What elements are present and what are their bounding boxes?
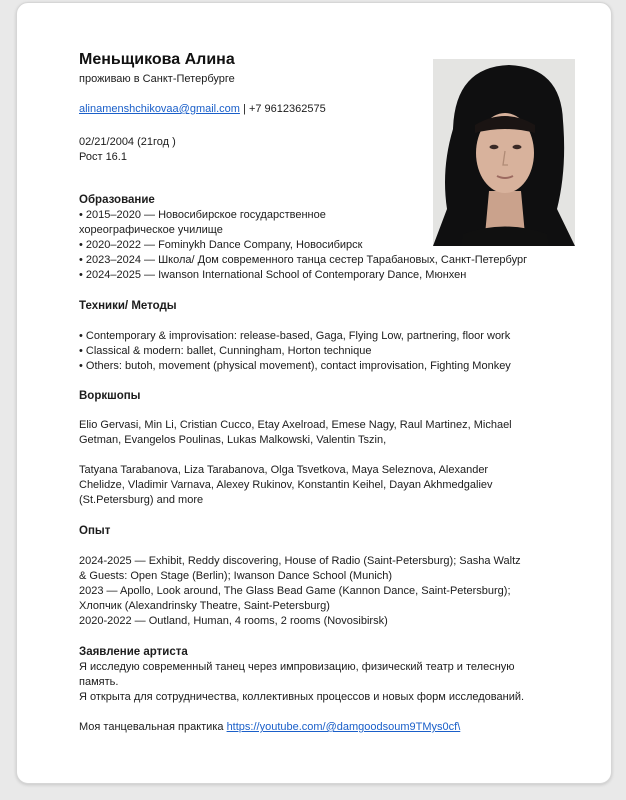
techniques-list: [79, 329, 511, 374]
list-item: 2020-2022 — Outland, Human, 4 rooms, 2 rooms (Novosibirsk): [79, 615, 388, 627]
candidate-name: Меньщикова Алина: [79, 51, 235, 68]
list-item: • Contemporary & improvisation: release-based, Gaga, Flying Low, partnering, floor work: [79, 330, 511, 342]
education-heading: Образование: [79, 194, 155, 206]
experience-list: [79, 554, 521, 629]
list-item: & Guests: Open Stage (Berlin); Iwanson Dance School (Munich): [79, 570, 393, 582]
education-list: [79, 208, 527, 283]
list-item: • 2024–2025 — Iwanson International School of Contemporary Dance, Мюнхен: [79, 269, 467, 281]
list-item: • 2015–2020 — Новосибирское государственное: [79, 209, 326, 221]
phone-text: | +7 9612362575: [239, 103, 326, 115]
workshops-heading: Воркшопы: [79, 390, 141, 402]
email-link[interactable]: alinamenshchikovaa@gmail.com: [79, 103, 240, 115]
list-item: • Classical & modern: ballet, Cunningham, Horton technique: [79, 345, 372, 357]
list-item: 2023 — Apollo, Look around, The Glass Bead Game (Kannon Dance, Saint-Petersburg);: [79, 585, 511, 597]
location-text: проживаю в Санкт-Петербурге: [79, 73, 235, 85]
list-item: • 2023–2024 — Школа/ Дом современного танца сестер Тарабановых, Санкт-Петербург: [79, 254, 528, 266]
list-item: Getman, Evangelos Poulinas, Lukas Malkowski, Valentin Tszin,: [79, 434, 387, 446]
list-item: • 2020–2022 — Fominykh Dance Company, Новосибирск: [79, 239, 363, 251]
statement-text: [79, 660, 524, 705]
workshops-group-2: [79, 463, 493, 508]
statement-line: Я открыта для сотрудничества, коллективных процессов и новых форм исследований.: [79, 691, 525, 703]
list-item: 2024-2025 — Exhibit, Reddy discovering, House of Radio (Saint-Petersburg); Sasha Waltz: [79, 555, 521, 567]
practice-line: [79, 720, 460, 735]
height-text: Рост 16.1: [79, 151, 127, 163]
list-item: хореографическое училище: [79, 224, 223, 236]
statement-line: Я исследую современный танец через импровизацию, физический театр и телесную: [79, 661, 515, 673]
workshops-group-1: [79, 418, 512, 448]
list-item: Хлопчик (Alexandrinsky Theatre, Saint-Petersburg): [79, 600, 330, 612]
practice-label: Моя танцевальная практика: [79, 721, 227, 733]
statement-line: память.: [79, 676, 119, 688]
techniques-heading: Техники/ Методы: [79, 300, 177, 312]
list-item: Chelidze, Vladimir Varnava, Alexey Rukinov, Konstantin Keihel, Dayan Akhmedgaliev: [79, 479, 493, 491]
experience-heading: Опыт: [79, 525, 111, 537]
youtube-link[interactable]: https://youtube.com/@damgoodsoum9TMys0cf\: [226, 721, 461, 733]
birthdate-text: 02/21/2004 (21год ): [79, 136, 176, 148]
statement-heading: Заявление артиста: [79, 646, 188, 658]
list-item: (St.Petersburg) and more: [79, 494, 204, 506]
list-item: • Others: butoh, movement (physical movement), contact improvisation, Fighting Monkey: [79, 360, 511, 372]
list-item: Elio Gervasi, Min Li, Cristian Cucco, Etay Axelroad, Emese Nagy, Raul Martinez, Michael: [79, 419, 512, 431]
contact-line: [79, 102, 326, 117]
list-item: Tatyana Tarabanova, Liza Tarabanova, Olga Tsvetkova, Maya Seleznova, Alexander: [79, 464, 489, 476]
